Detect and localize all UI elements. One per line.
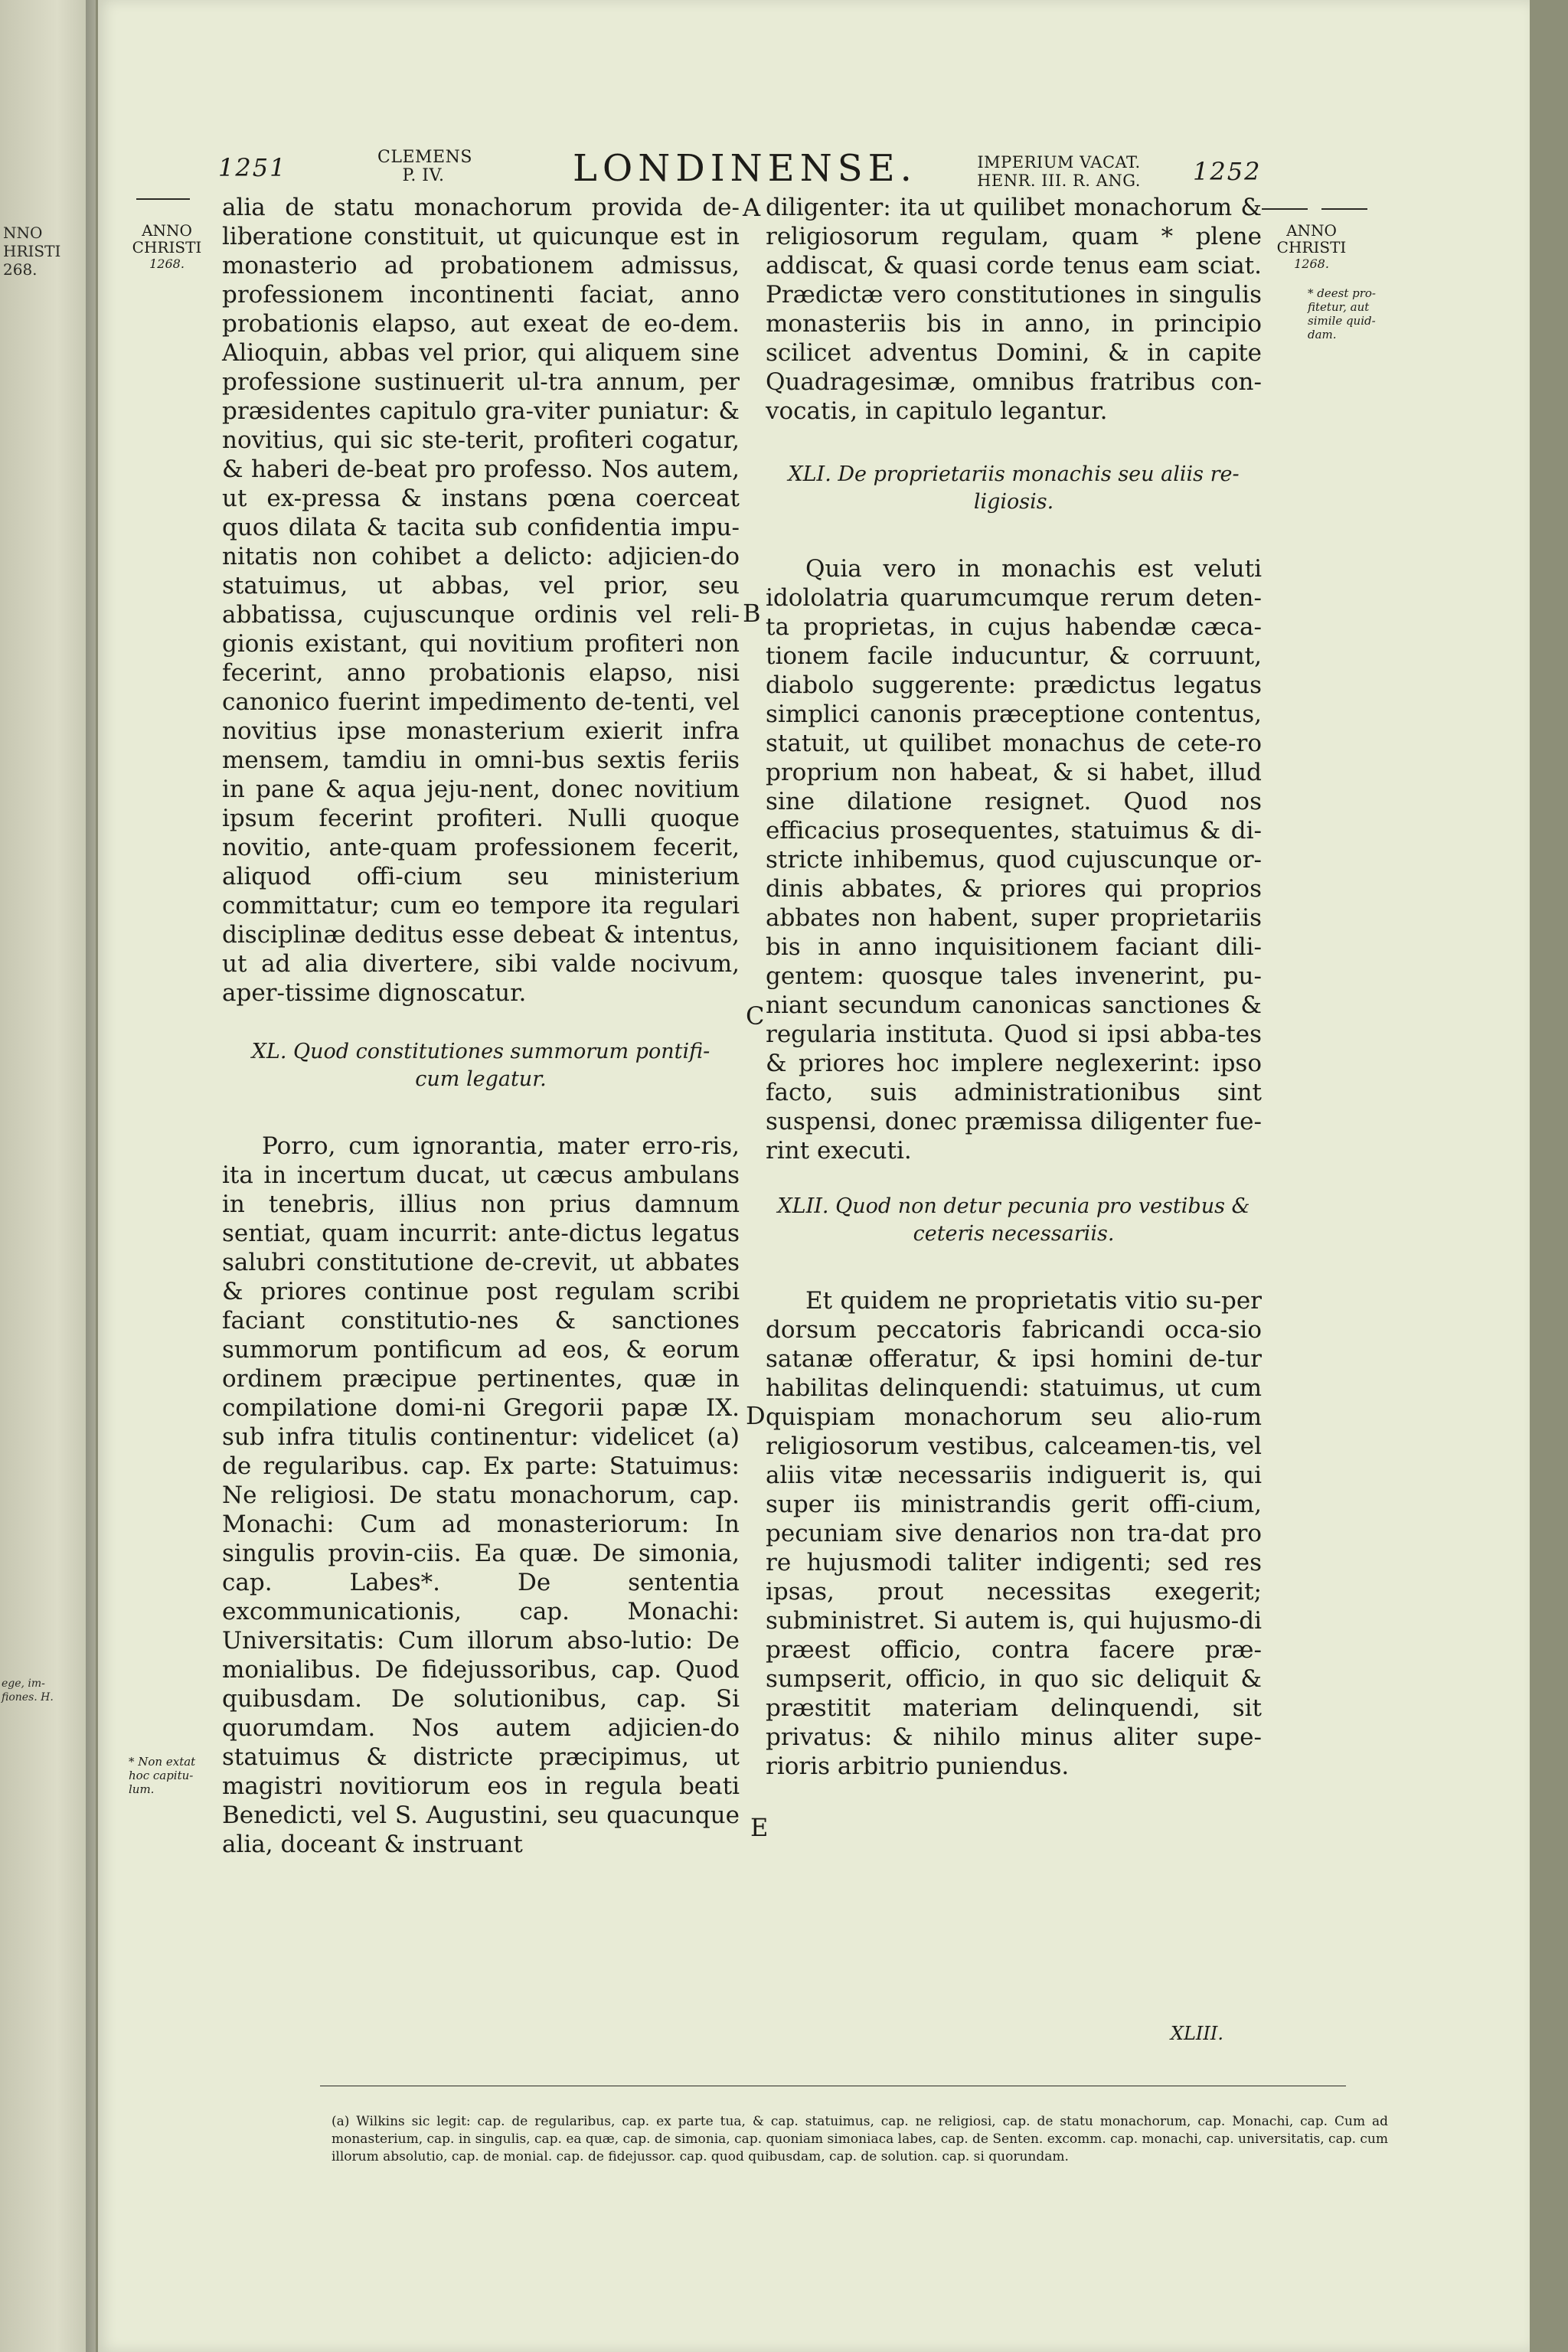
margin-anno-right: ANNO bbox=[1286, 221, 1337, 240]
header-clemens bbox=[377, 148, 472, 185]
section-letter-d: D bbox=[746, 1401, 766, 1430]
adjacent-page-edge bbox=[0, 0, 96, 2352]
header-imperium-line: IMPERIUM VACAT. bbox=[977, 153, 1141, 172]
paragraph-xlii: Et quidem ne proprietatis vitio su-per dorsum peccatoris fabricandi occa-sio satanæ offeratur, & ipsi homini de-tur habilitas delinquendi: statuimus, ut cum quispiam monachorum seu alio-rum religiosorum vestibus, calceamen-tis, vel aliis vitæ necessariis indiguerit is, qui super iis ministrandis gerit offi-cium, pecuniam sive denarios non tra-dat pro re hujusmodi taliter indigenti; sed res ipsas, prout necessitas exegerit; subministret. Si autem is, qui hujusmo-di præest officio, contra facere præ-sumpserit, officio, in quo sic deliquit & præstitit materiam delinquendi, sit privatus: & nihilo minus aliter supe-rioris arbitrio puniendus. bbox=[766, 1287, 1262, 1780]
adjacent-page-note: ege, im- fiones. H. bbox=[2, 1677, 54, 1704]
header-pope: P. IV. bbox=[402, 166, 445, 185]
margin-year-left bbox=[129, 222, 205, 273]
section-letter-a: A bbox=[743, 193, 761, 222]
catchword: XLIII. bbox=[1170, 2023, 1223, 2044]
paragraph-xl-end: diligenter: ita ut quilibet monachorum & religiosorum regulam, quam * plene addiscat, & quasi corde tenus eam sciat. Prædictæ vero constitutiones in singulis monasteriis bis in anno, in principio scilicet adventus Domini, & in capite Quadragesimæ, omnibus fratribus con-vocatis, in capitulo legantur. bbox=[766, 194, 1262, 425]
margin-dash-right bbox=[1262, 208, 1308, 210]
margin-year-right bbox=[1269, 222, 1354, 273]
header-imperium bbox=[956, 153, 1162, 190]
adjacent-page-text: NNO HRISTI 268. bbox=[3, 224, 61, 279]
page-number-right: 1252 bbox=[1193, 157, 1262, 186]
margin-note-deest: * deest pro- fitetur, aut simile quid- dam. bbox=[1308, 286, 1376, 341]
right-column bbox=[766, 193, 1262, 1781]
heading-xl: XL. Quod constitutiones summorum pontifi-cum legatur. bbox=[251, 1040, 710, 1091]
footnote bbox=[332, 2113, 1388, 2166]
margin-note-nonextat: * Non extat hoc capitu- lum. bbox=[129, 1755, 196, 1796]
footnote-text: (a) Wilkins sic legit: cap. de regularibus, cap. ex parte tua, & cap. statuimus, cap. ne religiosi, cap. de statu monachorum, cap. Monachi, cap. Cum ad monasterium, cap. in singulis, cap. ea quæ, cap. de simonia, cap. quoniam simoniaca labes, cap. de Senten. excomm. cap. monachi, cap. universitatis, cap. cum illorum absolutio, cap. de monial. cap. de fidejussor. cap. quod quibusdam, cap. de solution. cap. si quorundam. bbox=[332, 2114, 1388, 2164]
section-letter-b: B bbox=[743, 599, 761, 628]
book-page bbox=[98, 0, 1530, 2352]
left-column bbox=[222, 193, 740, 1859]
margin-yearnum-right: 1268. bbox=[1294, 256, 1329, 271]
heading-xlii: XLII. Quod non detur pecunia pro vestibus & ceteris necessariis. bbox=[777, 1194, 1250, 1246]
paragraph-xl: Porro, cum ignorantia, mater erro-ris, ita in incertum ducat, ut cæcus ambulans in tenebris, illius non prius damnum sentiat, quam incurrit: ante-dictus legatus salubri constitutione de-crevit, ut abbates & priores continue post regulam scribi faciant constitutio-nes & sanctiones summorum pontificum ad eos, & eorum ordinem præcipue pertinentes, quæ in compilatione domi-ni Gregorii papæ IX. sub infra titulis continentur: videlicet (a) de regularibus. cap. Ex parte: Statuimus: Ne religiosi. De statu monachorum, cap. Monachi: Cum ad monasteriorum: In singulis provin-ciis. Ea quæ. De simonia, cap. Labes*. De sententia excommunicationis, cap. Monachi: Universitatis: Cum illorum abso-lutio: De monialibus. De fidejussoribus, cap. Quod quibusdam. De solutionibus, cap. Si quorumdam. Nos autem adjicien-do statuimus & districte præcipimus, ut magistri novitiorum eos in regula beati Benedicti, vel S. Augustini, seu quacunque alia, doceant & instruant bbox=[222, 1132, 740, 1858]
header-clemens-name: CLEMENS bbox=[377, 148, 472, 167]
section-letter-c: C bbox=[746, 1001, 765, 1031]
margin-anno-left: ANNO bbox=[142, 221, 192, 240]
margin-dash-right-2 bbox=[1321, 208, 1367, 210]
page-number-left: 1251 bbox=[218, 153, 287, 182]
paragraph-xli: Quia vero in monachis est veluti idololatria quarumcumque rerum deten-ta proprietas, in cujus habendæ cæca-tionem facile inducuntur, & corruunt, diabolo suggerente: prædictus legatus simplici canonis præceptione contentus, statuit, ut quilibet monachus de cete-ro proprium non habeat, & si habet, illud sine dilatione resignet. Quod nos efficacius prosequentes, statuimus & di-stricte inhibemus, quod cujuscunque or-dinis abbates, & priores qui proprios abbates non habent, super proprietariis bis in anno inquisitionem faciant dili-gentem: quosque tales invenerint, pu-niant secundum canonicas sanctiones & regularia instituta. Quod si ipsi abba-tes & priores hoc implere neglexerint: ipso facto, suis administrationibus sint suspensi, donec præmissa diligenter fue-rint executi. bbox=[766, 555, 1262, 1165]
section-letter-e: E bbox=[750, 1813, 769, 1842]
margin-christi-right: CHRISTI bbox=[1276, 238, 1347, 256]
background-strip bbox=[1530, 0, 1568, 2352]
heading-xli: XLI. De proprietariis monachis seu aliis re-ligiosis. bbox=[788, 462, 1240, 514]
paragraph-xxxix-end: alia de statu monachorum provida de-liberatione constituit, ut quicunque est in monasterio ad probationem admissus, professionem incontinenti faciat, anno probationis elapso, aut exeat de eo-dem. Alioquin, abbas vel prior, qui aliquem sine professione sustinuerit ul-tra annum, per præsidentes capitulo gra-viter puniatur: & novitius, qui sic ste-terit, profiteri cogatur, & haberi de-beat pro professo. Nos autem, ut ex-pressa & instans pœna coerceat quos dilata & tacita sub confidentia impu-nitatis non cohibet a delicto: adjicien-do statuimus, ut abbas, vel prior, seu abbatissa, cujuscunque ordinis vel reli-gionis existant, qui novitium profiteri non fecerint, anno probationis elapso, nisi canonico fuerint impedimento de-tenti, vel novitius ipse monasterium exierit infra mensem, tamdiu in omni-bus sextis feriis in pane & aqua jeju-nent, donec novitium ipsum fecerint profiteri. Nulli quoque novitio, ante-quam professionem fecerit, aliquod offi-cium seu ministerium committatur; cum eo tempore ita regulari disciplinæ deditus esse debeat & intentus, ut ad alia divertere, sibi valde nocivum, aper-tissime dignoscatur. bbox=[222, 194, 740, 1007]
header-henr-line: HENR. III. R. ANG. bbox=[977, 172, 1141, 190]
margin-christi-left: CHRISTI bbox=[132, 238, 202, 256]
margin-dash-left bbox=[136, 198, 190, 200]
margin-yearnum-left: 1268. bbox=[149, 256, 185, 271]
running-title: LONDINENSE. bbox=[573, 147, 917, 190]
